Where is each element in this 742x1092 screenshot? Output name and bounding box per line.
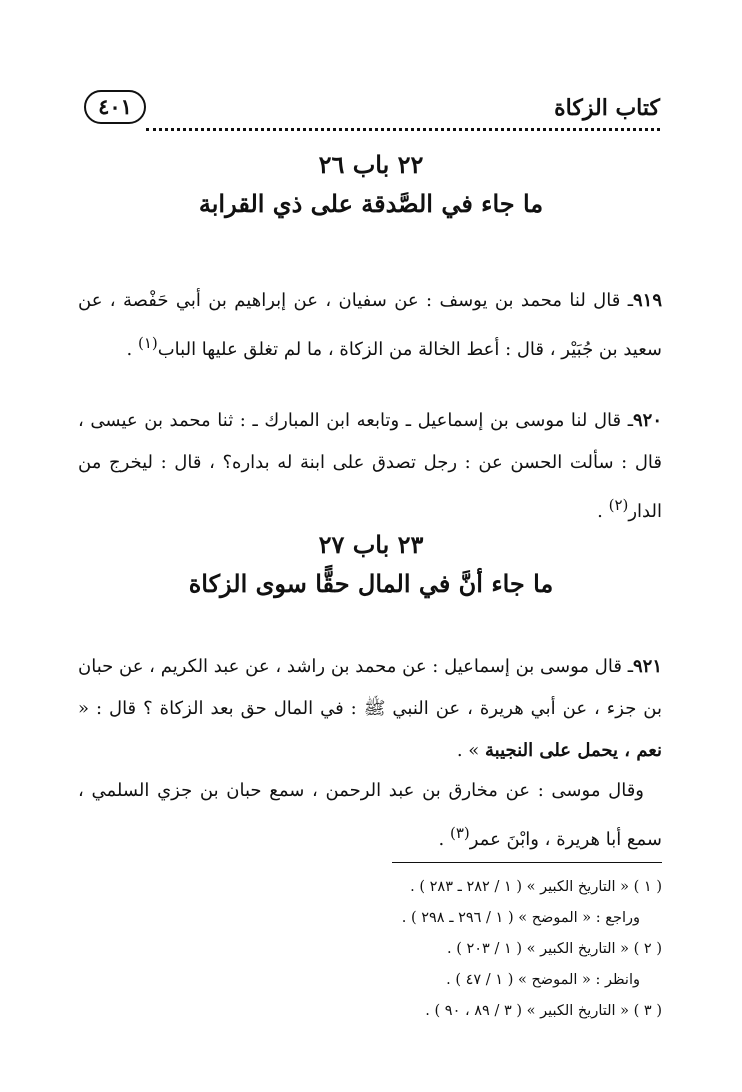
running-title: كتاب الزكاة	[554, 95, 660, 121]
footnote-3: ( ٣ ) « التاريخ الكبير » ( ٣ / ٨٩ ، ٩٠ ) .	[425, 1003, 662, 1019]
hadith-number: ٩٢١	[632, 656, 662, 677]
footnote-ref: (٣)	[449, 824, 470, 842]
chapter-number: ٢٣ باب ٢٧	[318, 530, 424, 559]
hadith-number: ٩١٩	[632, 290, 662, 311]
hadith-920	[78, 400, 662, 533]
hadith-end: .	[597, 501, 609, 522]
page-number: ٤٠١	[84, 90, 146, 124]
paragraph-end: .	[438, 829, 450, 850]
hadith-text: ـ قال لنا موسى بن إسماعيل ـ وتابعه ابن المبارك ـ : ثنا محمد بن عيسى ، قال : سألت الحسن عن : رجل تصدق على ابنة له بداره؟ ، قال : ليخرج من الدار	[78, 410, 662, 522]
header-divider	[146, 128, 660, 131]
footnote-2-see-also: وانظر : « الموضح » ( ١ / ٤٧ ) .	[446, 972, 640, 988]
footnote-ref: (٢)	[608, 496, 629, 514]
footnote-ref: (١)	[137, 334, 158, 352]
footnote-divider	[392, 862, 662, 863]
footnote-1-see-also: وراجع : « الموضح » ( ١ / ٢٩٦ ـ ٢٩٨ ) .	[401, 910, 640, 926]
hadith-answer: نعم ، يحمل على النجيبة	[485, 740, 662, 761]
chapter-number: ٢٢ باب ٢٦	[318, 150, 424, 179]
chapter-heading-23	[80, 530, 662, 598]
footnote-1: ( ١ ) « التاريخ الكبير » ( ١ / ٢٨٢ ـ ٢٨٣ ) .	[410, 879, 662, 895]
hadith-text: ـ قال لنا محمد بن يوسف : عن سفيان ، عن إبراهيم بن أبي حَفْصة ، عن سعيد بن جُبَيْر ، قال : أعط الخالة من الزكاة ، ما لم تغلق عليها الباب	[78, 290, 662, 360]
footnote-2: ( ٢ ) « التاريخ الكبير » ( ١ / ٢٠٣ ) .	[446, 941, 662, 957]
paragraph-text: وقال موسى : عن مخارق بن عبد الرحمن ، سمع حبان بن جزي السلمي ، سمع أبا هريرة ، وابْنَ عمر	[78, 780, 662, 850]
chapter-heading-22	[80, 150, 662, 218]
hadith-text: ـ قال موسى بن إسماعيل : عن محمد بن راشد ، عن عبد الكريم ، عن حبان بن جزء ، عن أبي هريرة ، عن النبي ﷺ : في المال حق بعد الزكاة ؟ قال : «	[78, 656, 662, 719]
hadith-end: » .	[456, 740, 486, 761]
hadith-921-continuation	[78, 770, 662, 861]
hadith-919	[78, 280, 662, 371]
hadith-921	[78, 646, 662, 772]
footnotes	[200, 872, 662, 1027]
chapter-title: ما جاء في الصَّدقة على ذي القرابة	[198, 189, 544, 218]
chapter-title: ما جاء أنَّ في المال حقًّا سوى الزكاة	[188, 569, 554, 598]
hadith-number: ٩٢٠	[632, 410, 662, 431]
hadith-end: .	[126, 339, 138, 360]
